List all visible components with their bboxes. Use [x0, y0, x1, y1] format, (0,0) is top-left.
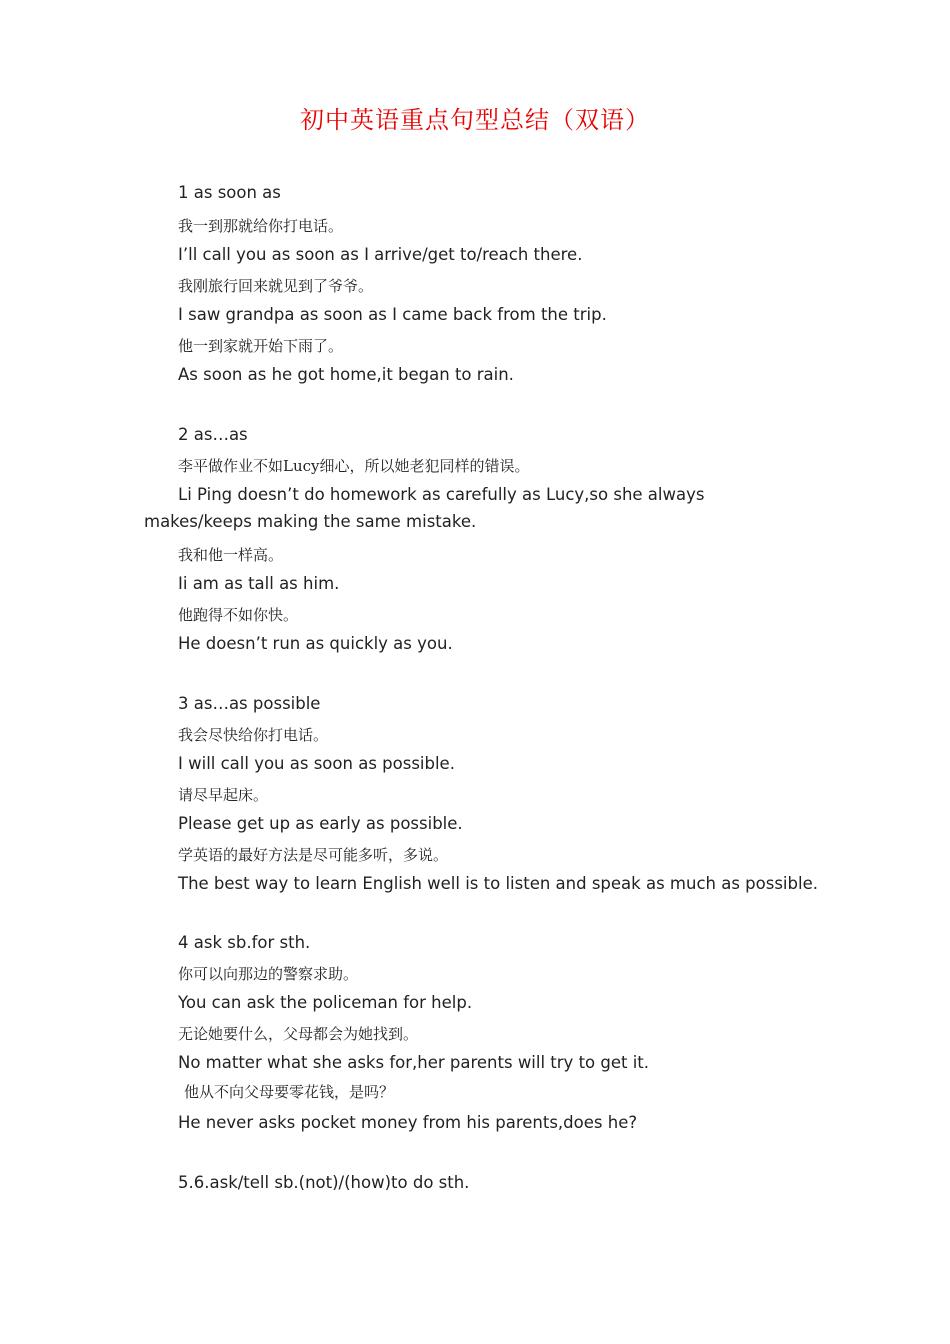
chinese-sentence: 学英语的最好方法是尽可能多听，多说。: [178, 846, 449, 864]
english-sentence-continuation: makes/keeps making the same mistake.: [144, 512, 477, 531]
chinese-sentence: 我刚旅行回来就见到了爷爷。: [178, 277, 374, 295]
chinese-sentence: 我会尽快给你打电话。: [178, 726, 329, 744]
chinese-sentence: 他一到家就开始下雨了。: [178, 337, 344, 355]
chinese-sentence: 你可以向那边的警察求助。: [178, 965, 359, 983]
english-sentence: He doesn’t run as quickly as you.: [178, 634, 453, 653]
english-sentence: I’ll call you as soon as I arrive/get to/reach there.: [178, 245, 583, 264]
section-heading: 2 as…as: [178, 425, 248, 444]
section-heading: 4 ask sb.for sth.: [178, 933, 311, 952]
english-sentence: Li Ping doesn’t do homework as carefully as Lucy,so she always: [178, 485, 705, 504]
english-sentence: Please get up as early as possible.: [178, 814, 463, 833]
english-sentence: I saw grandpa as soon as I came back from the trip.: [178, 305, 607, 324]
section-heading: 3 as…as possible: [178, 694, 321, 713]
chinese-sentence: 请尽早起床。: [178, 786, 269, 804]
chinese-sentence: 他跑得不如你快。: [178, 606, 299, 624]
english-sentence: The best way to learn English well is to listen and speak as much as possible.: [178, 874, 818, 893]
english-sentence: You can ask the policeman for help.: [178, 993, 473, 1012]
english-sentence: He never asks pocket money from his parents,does he?: [178, 1113, 638, 1132]
english-sentence: I will call you as soon as possible.: [178, 754, 455, 773]
english-sentence: As soon as he got home,it began to rain.: [178, 365, 514, 384]
english-sentence: Ii am as tall as him.: [178, 574, 340, 593]
chinese-sentence: 李平做作业不如Lucy细心，所以她老犯同样的错误。: [178, 457, 530, 475]
english-sentence: No matter what she asks for,her parents will try to get it.: [178, 1053, 650, 1072]
section-heading: 5.6.ask/tell sb.(not)/(how)to do sth.: [178, 1173, 470, 1192]
chinese-sentence: 无论她要什么，父母都会为她找到。: [178, 1025, 419, 1043]
chinese-sentence: 我一到那就给你打电话。: [178, 217, 344, 235]
chinese-sentence: 他从不向父母要零花钱，是吗？: [184, 1083, 395, 1101]
section-heading: 1 as soon as: [178, 183, 281, 202]
document-title: 初中英语重点句型总结（双语）: [300, 106, 650, 134]
chinese-sentence: 我和他一样高。: [178, 546, 284, 564]
